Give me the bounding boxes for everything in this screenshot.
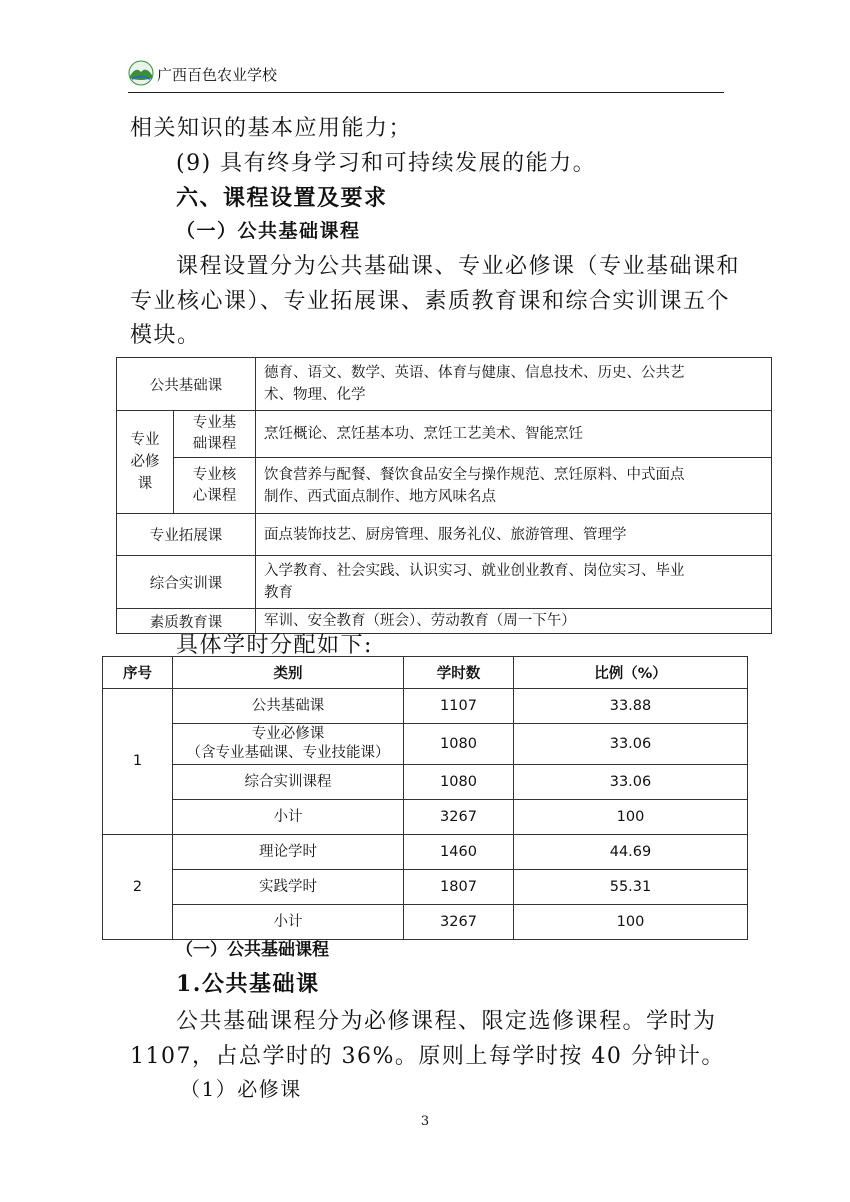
category-cell: 理论学时 [173,835,404,870]
module-label: 专业 必修 课 [117,411,174,514]
hours-cell: 1807 [404,870,514,905]
course-module-table [116,357,772,634]
text-line: 公共基础课程分为必修课程、限定选修课程。学时为 [176,1009,717,1034]
submodule-label: 专业核 心课程 [174,458,256,514]
submodule-label: 专业基 础课程 [174,411,256,458]
column-header: 比例（%） [514,657,748,689]
section-heading: 六、课程设置及要求 [176,185,388,211]
category-cell: 小计 [173,800,404,835]
hours-cell: 1460 [404,835,514,870]
hours-cell: 1080 [404,765,514,800]
ratio-cell: 33.06 [514,724,748,765]
module-label: 素质教育课 [117,609,256,634]
module-label: 综合实训课 [117,556,256,609]
module-content: 德育、语文、数学、英语、体育与健康、信息技术、历史、公共艺 术、物理、化学 [256,358,772,411]
module-content: 军训、安全教育（班会）、劳动教育（周一下午） [256,609,772,634]
school-logo-icon [128,60,154,86]
group-number: 1 [103,689,173,835]
text-line: (9) 具有终身学习和可持续发展的能力。 [176,151,597,176]
group-number: 2 [103,835,173,940]
text-line: 具体学时分配如下: [176,633,373,658]
category-cell: 专业必修课 （含专业基础课、专业技能课） [173,724,404,765]
column-header: 学时数 [404,657,514,689]
ratio-cell: 55.31 [514,870,748,905]
ratio-cell: 44.69 [514,835,748,870]
category-cell: 实践学时 [173,870,404,905]
category-cell: 公共基础课 [173,689,404,724]
school-name: 广西百色农业学校 [157,66,278,84]
section-heading: 1.公共基础课 [176,971,320,997]
module-content: 面点装饰技艺、厨房管理、服务礼仪、旅游管理、管理学 [256,514,772,556]
header-divider [128,92,724,93]
text-line: 相关知识的基本应用能力； [130,116,413,141]
module-content: 入学教育、社会实践、认识实习、就业创业教育、岗位实习、毕业 教育 [256,556,772,609]
text-line: 专业核心课）、专业拓展课、素质教育课和综合实训课五个 [130,289,731,314]
ratio-cell: 33.88 [514,689,748,724]
hours-cell: 3267 [404,905,514,940]
subsection-heading: （一）公共基础课程 [176,940,329,960]
hours-distribution-table [102,656,748,940]
page-number: 3 [420,1114,430,1129]
module-label: 专业拓展课 [117,514,256,556]
module-content: 烹饪概论、烹饪基本功、烹饪工艺美术、智能烹饪 [256,411,772,458]
module-label: 公共基础课 [117,358,256,411]
subsection-heading: （1）必修课 [180,1077,302,1101]
subsection-heading: （一）公共基础课程 [176,220,361,242]
column-header: 类别 [173,657,404,689]
column-header: 序号 [103,657,173,689]
hours-cell: 3267 [404,800,514,835]
text-line: 模块。 [130,323,201,348]
hours-cell: 1080 [404,724,514,765]
category-cell: 小计 [173,905,404,940]
ratio-cell: 100 [514,800,748,835]
text-line: 1107，占总学时的 36%。原则上每学时按 40 分钟计。 [130,1044,725,1069]
module-content: 饮食营养与配餐、餐饮食品安全与操作规范、烹饪原料、中式面点 制作、西式面点制作、地方风味名点 [256,458,772,514]
hours-cell: 1107 [404,689,514,724]
category-cell: 综合实训课程 [173,765,404,800]
ratio-cell: 100 [514,905,748,940]
text-line: 课程设置分为公共基础课、专业必修课（专业基础课和 [176,254,741,279]
ratio-cell: 33.06 [514,765,748,800]
